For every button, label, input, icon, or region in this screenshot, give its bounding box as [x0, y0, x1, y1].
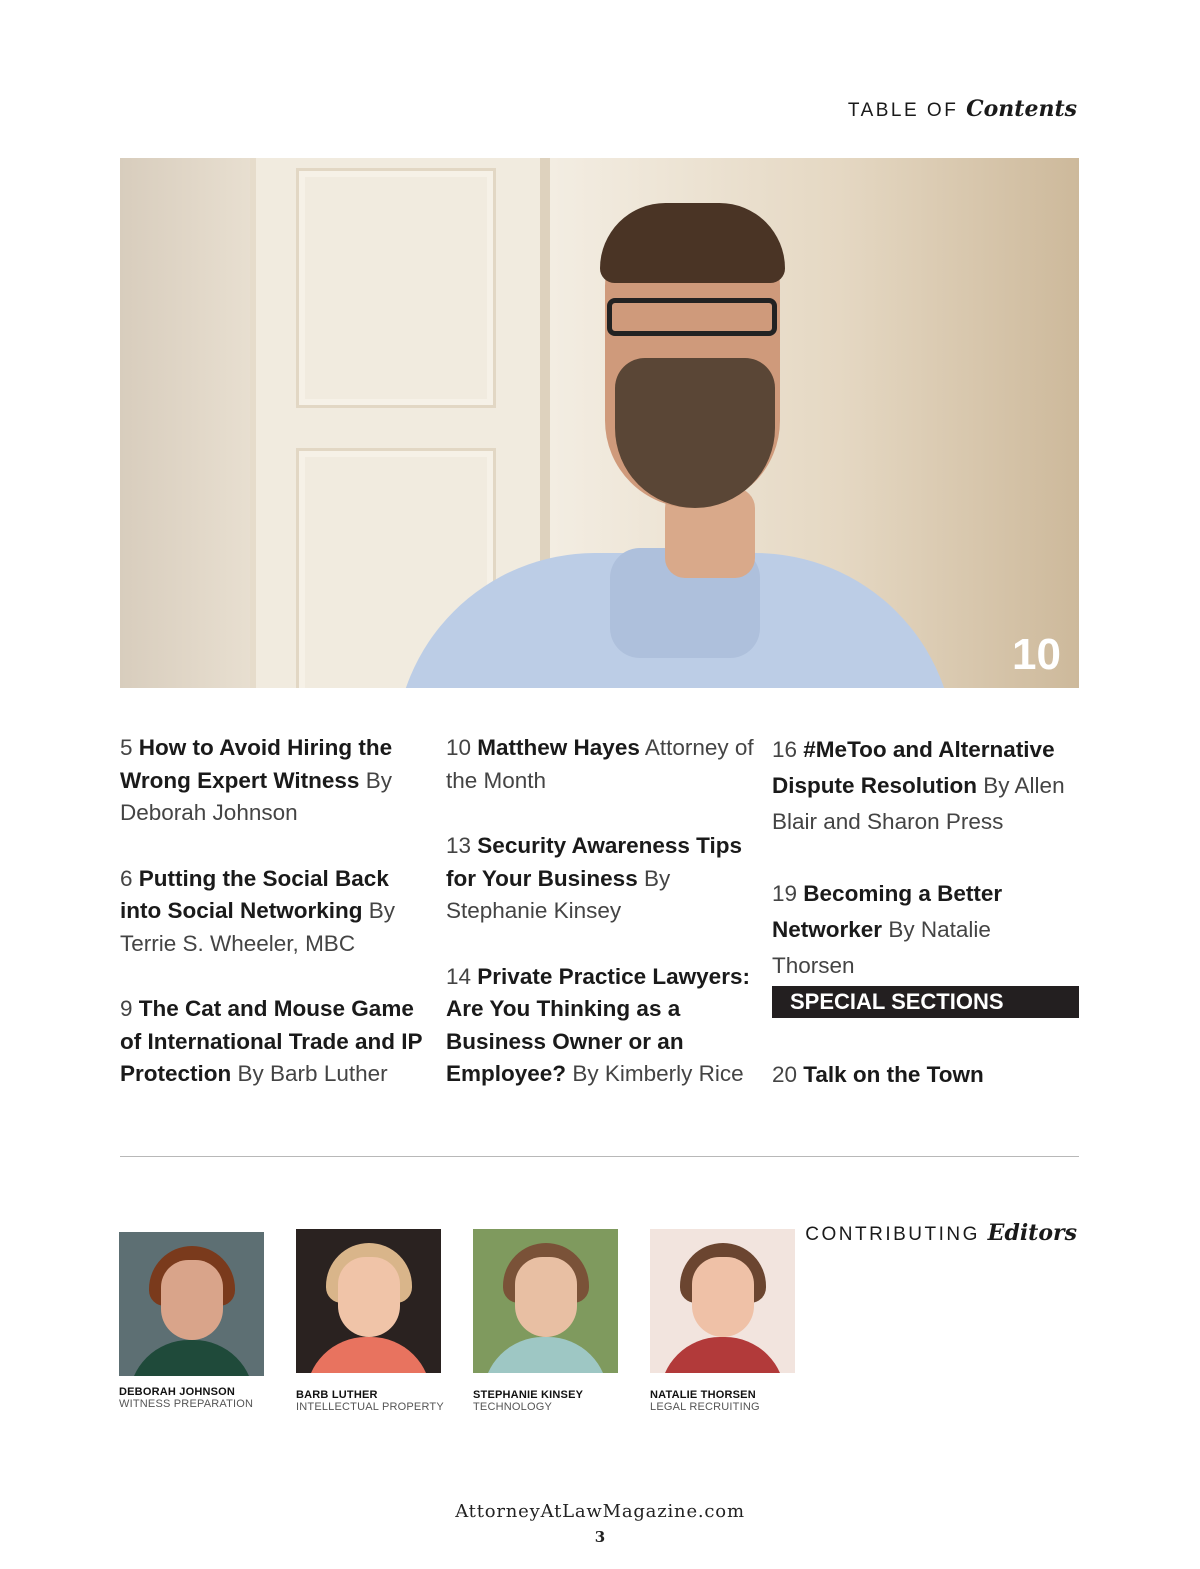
- article-title: Private Practice Lawyers: Are You Thinking as a Business Owner or an Employee?: [446, 963, 750, 1086]
- article-byline: By Barb Luther: [237, 1061, 388, 1086]
- editor-name: STEPHANIE KINSEY: [473, 1389, 584, 1401]
- article-entry[interactable]: 13 Security Awareness Tips for Your Business By Stephanie Kinsey: [446, 833, 743, 923]
- editor-name: BARB LUTHER: [296, 1389, 378, 1401]
- cover-photo: [120, 158, 1079, 688]
- article-byline: Attorney of the Month: [446, 735, 754, 793]
- special-sections-bar: SPECIAL SECTIONS: [772, 986, 1079, 1018]
- footer-page-number: 3: [594, 1528, 606, 1546]
- editor-photo: [119, 1232, 264, 1376]
- editor-card: [119, 1232, 269, 1410]
- editor-name: DEBORAH JOHNSON: [119, 1386, 236, 1398]
- article-entry[interactable]: 14 Private Practice Lawyers: Are You Thinking as a Business Owner or an Employee? By Kimberly Rice: [446, 963, 750, 1086]
- editor-role: WITNESS PREPARATION: [119, 1398, 254, 1410]
- editor-role: TECHNOLOGY: [473, 1401, 553, 1413]
- article-entry[interactable]: 19 Becoming a Better Networker By Natalie Thorsen: [772, 881, 1003, 978]
- contributing-label: CONTRIBUTING: [805, 1224, 980, 1245]
- article-column-3: [772, 732, 1079, 984]
- article-entry[interactable]: 10 Matthew Hayes Attorney of the Month: [446, 735, 754, 793]
- article-entry[interactable]: 6 Putting the Social Back into Social Networking By Terrie S. Wheeler, MBC: [120, 865, 396, 956]
- article-title: Matthew Hayes: [477, 735, 640, 760]
- article-byline: By Terrie S. Wheeler, MBC: [120, 898, 396, 956]
- editor-photo: [473, 1229, 618, 1373]
- article-byline: By Allen Blair and Sharon Press: [772, 773, 1065, 834]
- article-title: #MeToo and Alternative Dispute Resolution: [772, 737, 1055, 798]
- cover-page-number: 10: [1012, 630, 1061, 679]
- article-title: The Cat and Mouse Game of International Trade and IP Protection: [120, 996, 423, 1086]
- editor-card: [473, 1229, 623, 1413]
- toc-header-script: Contents: [966, 96, 1077, 122]
- editor-name: NATALIE THORSEN: [650, 1389, 756, 1401]
- person-hair: [600, 203, 785, 283]
- article-entry[interactable]: 9 The Cat and Mouse Game of International Trade and IP Protection By Barb Luther: [120, 996, 423, 1086]
- article-title: How to Avoid Hiring the Wrong Expert Witness: [120, 735, 393, 793]
- article-column-2: [446, 732, 756, 1091]
- editor-card: [650, 1229, 800, 1413]
- door-panel: [296, 168, 496, 408]
- article-entry[interactable]: 20 Talk on the Town: [772, 1062, 984, 1087]
- editor-photo: [650, 1229, 795, 1373]
- article-byline: By Stephanie Kinsey: [446, 865, 671, 923]
- section-divider: [120, 1156, 1079, 1157]
- article-title: Becoming a Better Networker: [772, 881, 1003, 942]
- editor-role: LEGAL RECRUITING: [650, 1401, 760, 1413]
- editor-role: INTELLECTUAL PROPERTY: [296, 1401, 444, 1413]
- article-byline: By Deborah Johnson: [120, 767, 392, 825]
- contributing-script: Editors: [987, 1220, 1077, 1246]
- contributing-editors-header: [805, 1220, 1077, 1246]
- article-byline: By Natalie Thorsen: [772, 917, 991, 978]
- editor-card: [296, 1229, 446, 1413]
- person-glasses: [607, 298, 777, 336]
- special-section-list: [772, 1057, 1079, 1093]
- article-column-1: [120, 732, 430, 1091]
- toc-header-label: TABLE OF: [847, 100, 959, 121]
- editor-photo: [296, 1229, 441, 1373]
- article-title: Security Awareness Tips for Your Business: [446, 833, 743, 891]
- article-entry[interactable]: 16 #MeToo and Alternative Dispute Resolution By Allen Blair and Sharon Press: [772, 737, 1065, 834]
- article-entry[interactable]: 5 How to Avoid Hiring the Wrong Expert Witness By Deborah Johnson: [120, 735, 393, 825]
- article-byline: By Kimberly Rice: [572, 1061, 744, 1086]
- article-title: Putting the Social Back into Social Networking: [120, 865, 389, 923]
- article-title: Talk on the Town: [803, 1062, 984, 1087]
- footer-website[interactable]: AttorneyAtLawMagazine.com: [455, 1501, 745, 1522]
- toc-header: [848, 96, 1077, 122]
